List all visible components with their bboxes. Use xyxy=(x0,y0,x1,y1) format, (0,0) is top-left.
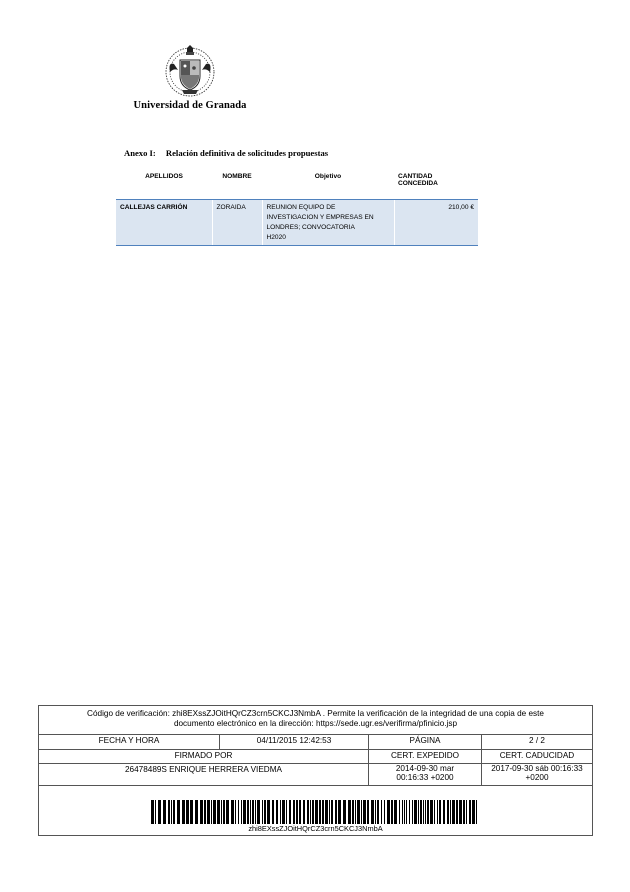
barcode-bar xyxy=(371,800,374,824)
barcode-bar xyxy=(155,800,156,824)
barcode-bar xyxy=(282,800,285,824)
verification-code-row xyxy=(39,706,592,735)
barcode-bar xyxy=(296,800,298,824)
signed-by-label: FIRMADO POR xyxy=(174,751,233,760)
barcode-code-text: zhi8EXssZJOitHQrCZ3crn5CKCJ3NmbA xyxy=(248,824,383,833)
barcode-bar xyxy=(420,800,422,824)
table-row xyxy=(116,200,478,246)
barcode-bar xyxy=(335,800,337,824)
barcode-bar xyxy=(367,800,369,824)
barcode-bar xyxy=(476,800,477,824)
barcode-bar xyxy=(177,800,180,824)
barcode-bar xyxy=(391,800,393,824)
barcode-bar xyxy=(375,800,376,824)
barcode-bar xyxy=(463,800,465,824)
barcode-bar xyxy=(168,800,170,824)
verification-box xyxy=(38,705,593,836)
barcode-bar xyxy=(423,800,424,824)
barcode-bar xyxy=(414,800,417,824)
header-quantity: CANTIDAD CONCEDIDA xyxy=(394,170,478,200)
barcode-bar xyxy=(241,800,242,824)
barcode-bar xyxy=(207,800,210,824)
barcode xyxy=(151,800,481,824)
barcode-bar xyxy=(425,800,426,824)
barcode-bar xyxy=(456,800,458,824)
cell-amount: 210,00 € xyxy=(394,200,478,246)
signer-name: 26478489S ENRIQUE HERRERA VIEDMA xyxy=(125,765,282,774)
barcode-bar xyxy=(472,800,475,824)
annex-title xyxy=(124,148,328,158)
barcode-bar xyxy=(322,800,324,824)
barcode-bar xyxy=(312,800,314,824)
barcode-bar xyxy=(452,800,455,824)
date-label: FECHA Y HORA xyxy=(98,736,160,745)
barcode-bar xyxy=(286,800,287,824)
barcode-bar xyxy=(272,800,274,824)
barcode-bar xyxy=(404,800,405,824)
barcode-bar xyxy=(223,800,225,824)
barcode-bar xyxy=(399,800,400,824)
header-surname: APELLIDOS xyxy=(116,170,212,200)
page-value: 2 / 2 xyxy=(481,734,592,749)
barcode-bar xyxy=(231,800,234,824)
barcode-bar xyxy=(357,800,360,824)
barcode-bar xyxy=(243,800,246,824)
barcode-bar xyxy=(293,800,295,824)
barcode-bar xyxy=(221,800,222,824)
barcode-bar xyxy=(280,800,281,824)
barcode-bar xyxy=(466,800,467,824)
annex-label: Anexo I: xyxy=(124,148,156,158)
barcode-bar xyxy=(325,800,328,824)
barcode-bar xyxy=(348,800,351,824)
barcode-bar xyxy=(437,800,438,824)
barcode-bar xyxy=(289,800,291,824)
barcode-bar xyxy=(257,800,260,824)
barcode-bar xyxy=(190,800,193,824)
cell-surname: CALLEJAS CARRIÓN xyxy=(116,200,212,246)
barcode-bar xyxy=(387,800,390,824)
barcode-bar xyxy=(158,800,161,824)
barcode-bar xyxy=(310,800,311,824)
barcode-bar xyxy=(173,800,175,824)
barcode-bar xyxy=(361,800,362,824)
barcode-bar xyxy=(418,800,419,824)
barcode-bar xyxy=(276,800,278,824)
barcode-bar xyxy=(182,800,185,824)
university-header xyxy=(120,44,260,111)
barcode-bar xyxy=(255,800,256,824)
barcode-bar xyxy=(235,800,236,824)
barcode-bar xyxy=(163,800,166,824)
date-row xyxy=(39,734,592,750)
signature-header-row xyxy=(39,749,592,764)
date-value: 04/11/2015 12:42:53 xyxy=(219,734,368,749)
header-name: NOMBRE xyxy=(212,170,262,200)
verification-text-line2: documento electrónico en la dirección: https://sede.ugr.es/verifirma/pfinicio.jsp xyxy=(173,719,458,728)
barcode-bar xyxy=(204,800,206,824)
barcode-bar xyxy=(247,800,249,824)
barcode-bar xyxy=(213,800,216,824)
barcode-bar xyxy=(430,800,433,824)
barcode-bar xyxy=(171,800,172,824)
cert-expiry-label: CERT. CADUCIDAD xyxy=(481,749,592,763)
barcode-bar xyxy=(195,800,198,824)
barcode-bar xyxy=(343,800,346,824)
barcode-bar xyxy=(200,800,203,824)
barcode-bar xyxy=(226,800,229,824)
table-header-row xyxy=(116,170,478,200)
cert-issued-value: 2014-09-30 mar 00:16:33 +0200 xyxy=(368,763,481,785)
barcode-bar xyxy=(459,800,462,824)
barcode-bar xyxy=(217,800,220,824)
barcode-bar xyxy=(186,800,189,824)
barcode-bar xyxy=(406,800,407,824)
verification-text-line1: Código de verificación: zhi8EXssZJOitHQrCZ3crn5CKCJ3NmbA . Permite la verificación de la integridad de una copia de este xyxy=(87,709,544,718)
barcode-bar xyxy=(394,800,397,824)
barcode-bar xyxy=(469,800,471,824)
barcode-bar xyxy=(262,800,263,824)
barcode-bar xyxy=(329,800,330,824)
barcode-bar xyxy=(355,800,356,824)
barcode-bar xyxy=(238,800,239,824)
barcode-bar xyxy=(363,800,366,824)
barcode-bar xyxy=(352,800,354,824)
cell-name: ZORAIDA xyxy=(212,200,262,246)
barcode-bar xyxy=(377,800,379,824)
barcode-bar xyxy=(267,800,270,824)
header-objective: Objetivo xyxy=(262,170,394,200)
barcode-bar xyxy=(447,800,449,824)
barcode-bar xyxy=(151,800,154,824)
barcode-bar xyxy=(409,800,410,824)
barcode-bar xyxy=(384,800,385,824)
cert-expiry-value: 2017-09-30 sáb 00:16:33 +0200 xyxy=(481,763,592,785)
barcode-bar xyxy=(315,800,318,824)
barcode-bar xyxy=(412,800,413,824)
barcode-bar xyxy=(338,800,341,824)
barcode-bar xyxy=(381,800,382,824)
barcode-bar xyxy=(307,800,309,824)
barcode-bar xyxy=(264,800,266,824)
barcode-bar xyxy=(303,800,305,824)
barcode-bar xyxy=(443,800,445,824)
barcode-bar xyxy=(450,800,451,824)
page-label: PÁGINA xyxy=(368,734,481,749)
barcode-bar xyxy=(299,800,301,824)
barcode-bar xyxy=(319,800,321,824)
annex-heading: Relación definitiva de solicitudes propuestas xyxy=(165,148,329,158)
barcode-bar xyxy=(250,800,251,824)
grants-table xyxy=(116,170,478,246)
barcode-bar xyxy=(439,800,441,824)
university-name: Universidad de Granada xyxy=(133,100,247,111)
cert-issued-label: CERT. EXPEDIDO xyxy=(368,749,481,763)
barcode-bar xyxy=(331,800,333,824)
cell-objective: REUNION EQUIPO DE INVESTIGACION Y EMPRESAS EN LONDRES; CONVOCATORIA H2020 xyxy=(262,200,394,246)
barcode-bar xyxy=(434,800,435,824)
university-coat-of-arms-icon xyxy=(160,44,220,98)
barcode-bar xyxy=(211,800,212,824)
barcode-bar xyxy=(252,800,254,824)
barcode-bar xyxy=(402,800,403,824)
barcode-bar xyxy=(427,800,429,824)
signature-data-row xyxy=(39,763,592,786)
